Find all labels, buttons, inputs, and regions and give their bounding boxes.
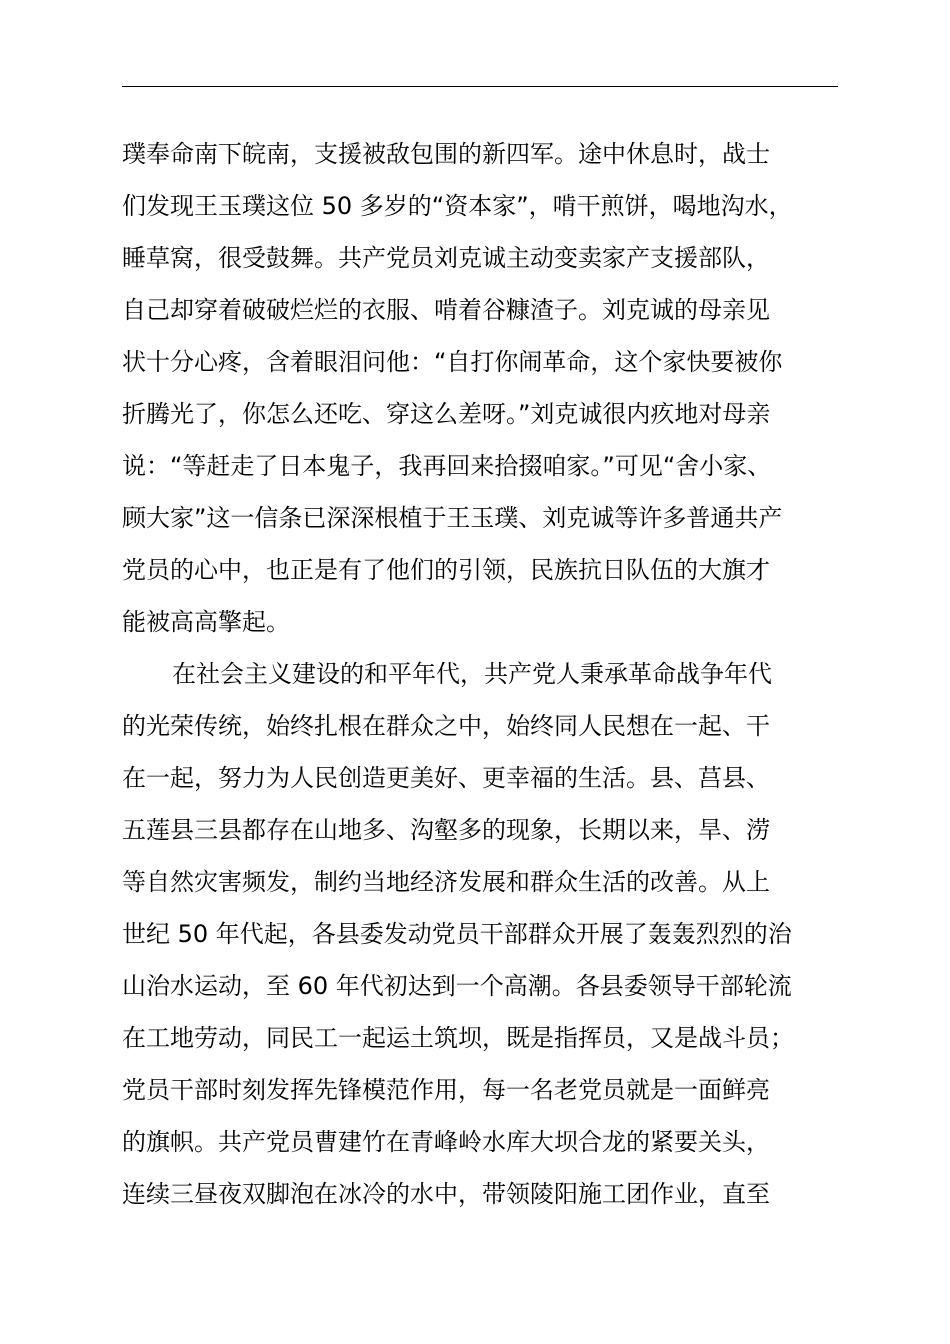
text-line: 状十分心疼，含着眼泪问他：“自打你闹革命，这个家快要被你: [122, 348, 783, 376]
text-line: 璞奉命南下皖南，支援被敌包围的新四军。途中休息时，战士: [122, 140, 770, 168]
text-line: 等自然灾害频发，制约当地经济发展和群众生活的改善。从上: [122, 868, 770, 896]
text-line: 党员的心中，也正是有了他们的引领，民族抗日队伍的大旗才: [122, 556, 770, 584]
text-line: 连续三昼夜双脚泡在冰冷的水中，带领陵阳施工团作业，直至: [122, 1180, 770, 1208]
header-rule: [122, 86, 838, 87]
text-line: 山治水运动，至 60 年代初达到一个高潮。各县委领导干部轮流: [122, 972, 792, 1000]
text-line: 五莲县三县都存在山地多、沟壑多的现象，长期以来，旱、涝: [122, 816, 770, 844]
text-line: 能被高高擎起。: [122, 608, 290, 636]
text-line: 在工地劳动，同民工一起运土筑坝，既是指挥员，又是战斗员；: [122, 1024, 794, 1052]
text-line: 睡草窝，很受鼓舞。共产党员刘克诚主动变卖家产支援部队，: [122, 244, 770, 272]
text-line: 折腾光了，你怎么还吃、穿这么差呀。”刘克诚很内疚地对母亲: [122, 400, 771, 428]
text-line: 的旗帜。共产党员曹建竹在青峰岭水库大坝合龙的紧要关头，: [122, 1128, 770, 1156]
text-line: 世纪 50 年代起，各县委发动党员干部群众开展了轰轰烈烈的治: [122, 920, 792, 948]
text-line: 说：“等赶走了日本鬼子，我再回来拾掇咱家。”可见“舍小家、: [122, 452, 772, 480]
text-line: 在一起，努力为人民创造更美好、更幸福的生活。县、莒县、: [122, 764, 770, 792]
text-line: 们发现王玉璞这位 50 多岁的“资本家”，啃干煎饼，喝地沟水，: [122, 192, 793, 220]
text-line: 自己却穿着破破烂烂的衣服、啃着谷糠渣子。刘克诚的母亲见: [122, 296, 770, 324]
body-text: [122, 128, 862, 1220]
text-line: 党员干部时刻发挥先锋模范作用，每一名老党员就是一面鲜亮: [122, 1076, 770, 1104]
text-line: 的光荣传统，始终扎根在群众之中，始终同人民想在一起、干: [122, 712, 770, 740]
text-line: 顾大家”这一信条已深深根植于王玉璞、刘克诚等许多普通共产: [122, 504, 783, 532]
paragraph-first-line: 在社会主义建设的和平年代，共产党人秉承革命战争年代: [172, 660, 772, 688]
